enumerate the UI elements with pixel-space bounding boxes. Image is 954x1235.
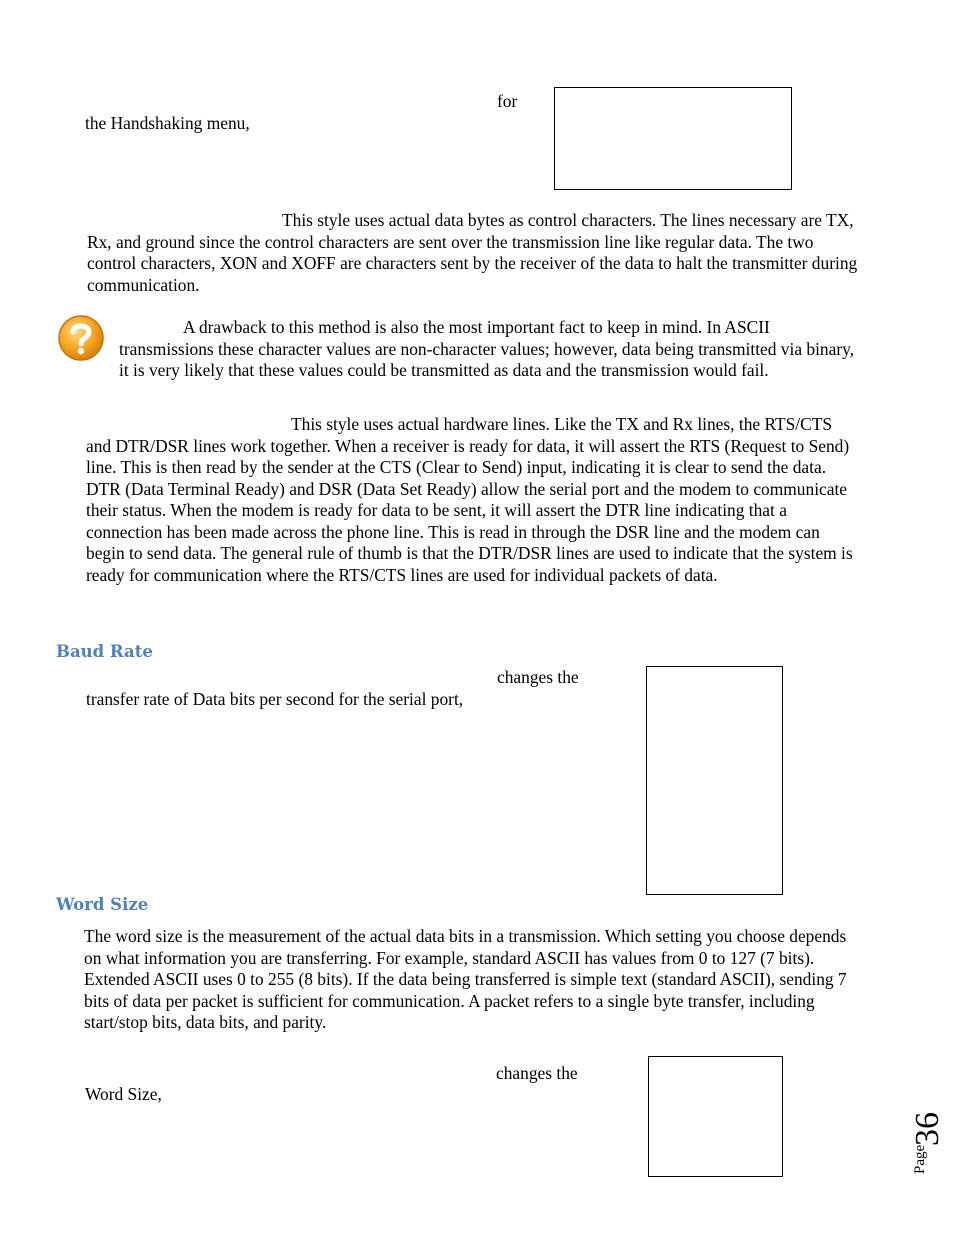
baud-rate-heading: Baud Rate: [56, 642, 153, 661]
handshaking-menu-text: the Handshaking menu,: [85, 113, 250, 133]
software-style-paragraph: This style uses actual data bytes as control characters. The lines necessary are TX, Rx, and ground since the control characters are sent over the transmission line like regular data. The two control characters, XON and XOFF are characters sent by the receiver of the data to halt the transmitter during communication.: [87, 210, 858, 295]
baud-rate-changes-text: changes the: [497, 667, 579, 687]
baud-rate-description: transfer rate of Data bits per second for the serial port,: [86, 689, 464, 709]
question-mark-icon: [56, 314, 106, 362]
word-size-description: Word Size,: [85, 1084, 162, 1104]
word-size-paragraph: The word size is the measurement of the actual data bits in a transmission. Which setting you choose depends on what information you are transferring. For example, standard ASCII has values from 0 to 127 (7 bits). Extended ASCII uses 0 to 255 (8 bits). If the data being transferred is simple text (standard ASCII), sending 7 bits of data per packet is sufficient for communication. A packet refers to a single byte transfer, including start/stop bits, data bits, and parity.: [84, 926, 847, 1032]
page-number-label: [903, 1090, 946, 1180]
baud-rate-menu-screenshot: [646, 666, 783, 895]
word-size-changes-text: changes the: [496, 1063, 578, 1083]
warning-paragraph: A drawback to this method is also the most important fact to keep in mind. In ASCII transmissions these character values are non-character values; however, data being transmitted via binary, it is very likely that these values could be transmitted as data and the transmission would fail.: [119, 317, 855, 380]
word-size-heading: Word Size: [56, 895, 149, 914]
handshaking-for-text: for: [497, 91, 518, 111]
page-word: Page: [912, 1144, 928, 1174]
word-size-menu-screenshot: [648, 1056, 783, 1177]
handshaking-menu-screenshot: [554, 87, 792, 190]
page-number: 36: [909, 1112, 946, 1146]
hardware-style-paragraph: This style uses actual hardware lines. Like the TX and Rx lines, the RTS/CTS and DTR/DSR lines work together. When a receiver is ready for data, it will assert the RTS (Request to Send) line. This is then read by the sender at the CTS (Clear to Send) input, indicating it is clear to send the data. DTR (Data Terminal Ready) and DSR (Data Set Ready) allow the serial port and the modem to communicate their status. When the modem is ready for data to be sent, it will assert the DTR line indicating that a connection has been made across the phone line. This is read in through the DSR line and the modem can begin to send data. The general rule of thumb is that the DTR/DSR lines are used to indicate that the system is ready for communication where the RTS/CTS lines are used for individual packets of data.: [86, 414, 853, 585]
